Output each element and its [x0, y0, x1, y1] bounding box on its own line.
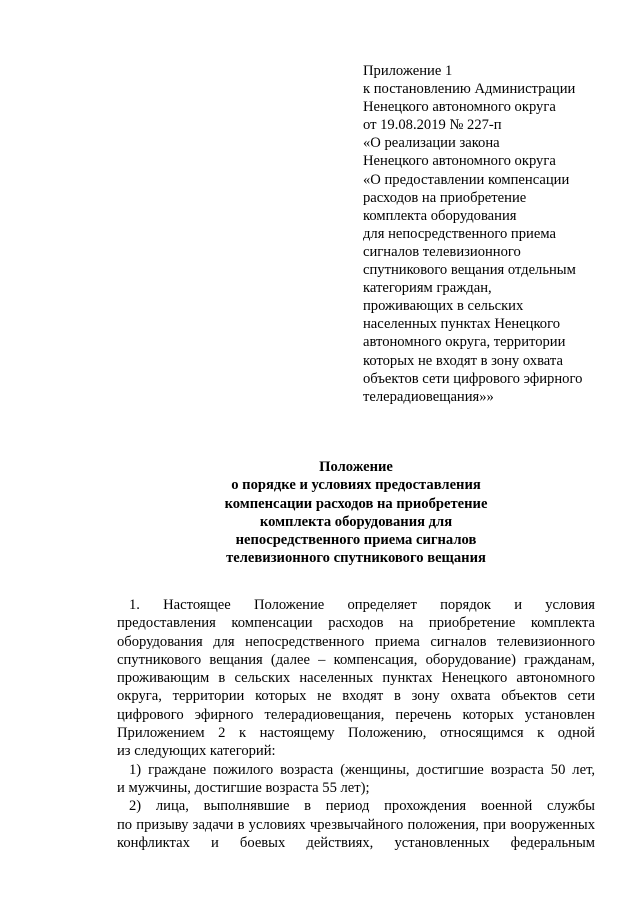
title-line: Положение: [319, 459, 393, 475]
document-body: [117, 596, 595, 852]
body-line: Приложением 2 к настоящему Положению, относящимся к одной: [117, 725, 595, 742]
appendix-line: автономного округа, территории: [363, 334, 566, 351]
appendix-line: к постановлению Администрации: [363, 81, 576, 98]
appendix-line: населенных пунктах Ненецкого: [363, 316, 561, 333]
appendix-line: расходов на приобретение: [363, 189, 527, 206]
body-line: цифрового эфирного телерадиовещания, перечень которых установлен: [117, 706, 595, 723]
body-line: и мужчины, достигшие возраста 55 лет);: [117, 779, 370, 796]
title-line: телевизионного спутникового вещания: [226, 550, 486, 567]
body-line: оборудования для непосредственного приема сигналов телевизионного: [117, 633, 595, 650]
title-line: компенсации расходов на приобретение: [224, 495, 488, 512]
body-line: 1. Настоящее Положение определяет порядок и условия: [129, 597, 595, 613]
appendix-line: «О реализации закона: [363, 135, 500, 152]
title-line: комплекта оборудования для: [259, 513, 453, 530]
body-line: из следующих категорий:: [117, 743, 276, 760]
appendix-line: Ненецкого автономного округа: [363, 99, 556, 116]
body-line: спутникового вещания (далее – компенсация, оборудование) гражданам,: [117, 651, 595, 668]
body-line: конфликтах и боевых действиях, установленных федеральным: [117, 834, 595, 851]
title-line: о порядке и условиях предоставления: [231, 477, 481, 494]
appendix-line: Ненецкого автономного округа: [363, 153, 556, 170]
document-title: [117, 458, 595, 568]
appendix-line: от 19.08.2019 № 227-п: [363, 117, 502, 134]
appendix-line: комплекта оборудования: [363, 207, 517, 224]
appendix-line: категориям граждан,: [363, 280, 492, 297]
body-line: 2) лица, выполнявшие в период прохождения военной службы: [129, 798, 595, 815]
body-line: по призыву задачи в условиях чрезвычайного положения, при вооруженных: [117, 816, 595, 833]
appendix-line: телерадиовещания»»: [363, 388, 494, 405]
appendix-line: проживающих в сельских: [363, 298, 524, 315]
appendix-line: Приложение 1: [363, 63, 453, 79]
body-line: проживающим в сельских населенных пунктах Ненецкого автономного: [117, 670, 595, 687]
appendix-line: сигналов телевизионного: [363, 243, 521, 260]
title-line: непосредственного приема сигналов: [235, 532, 477, 549]
appendix-line: объектов сети цифрового эфирного: [363, 370, 583, 387]
body-line: округа, территории которых не входят в зону охвата объектов сети: [117, 688, 595, 705]
appendix-line: «О предоставлении компенсации: [363, 171, 570, 188]
appendix-header: [363, 62, 603, 406]
body-line: 1) граждане пожилого возраста (женщины, достигшие возраста 50 лет,: [129, 761, 595, 778]
appendix-line: спутникового вещания отдельным: [363, 262, 576, 279]
appendix-line: для непосредственного приема: [363, 225, 556, 242]
body-line: предоставления компенсации расходов на приобретение комплекта: [117, 615, 595, 632]
appendix-line: которых не входят в зону охвата: [363, 352, 563, 369]
